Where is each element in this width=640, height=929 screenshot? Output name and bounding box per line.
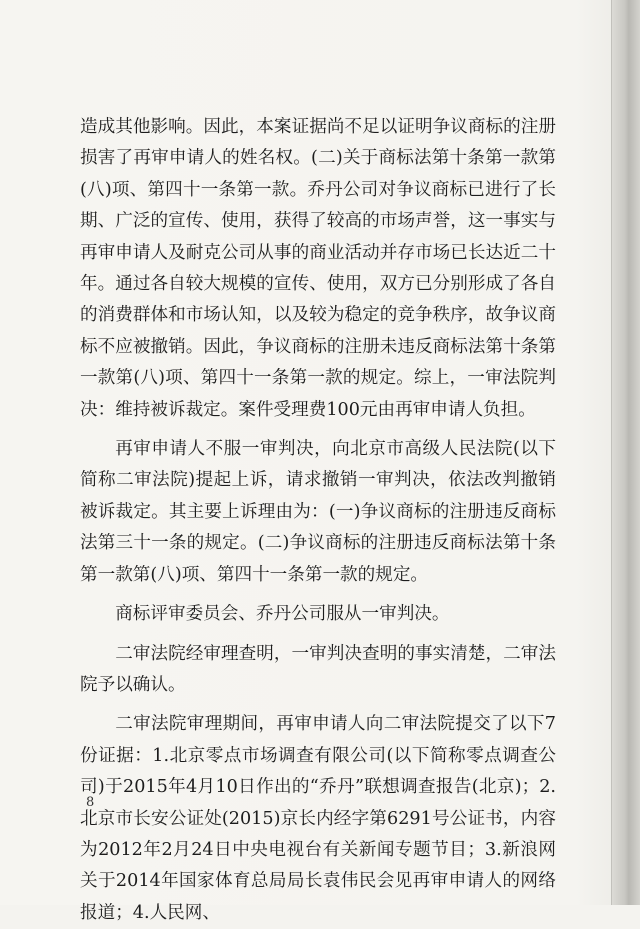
document-body — [80, 112, 556, 929]
paragraph-3: 商标评审委员会、乔丹公司服从一审判决。 — [115, 604, 450, 625]
paragraph-1: 造成其他影响。因此，本案证据尚不足以证明争议商标的注册损害了再审申请人的姓名权。(二)关于商标法第十条第一款第(八)项、第四十一条第一款。乔丹公司对争议商标已进行了长期、广泛的宣传、使用，获得了较高的市场声誉，这一事实与再审申请人及耐克公司从事的商业活动并存市场已长达近二十年。通过各自较大规模的宣传、使用，双方已分别形成了各自的消费群体和市场认知，以及较为稳定的竞争秩序，故争议商标不应被撤销。因此，争议商标的注册未违反商标法第十条第一款第(八)项、第四十一条第一款的规定。综上，一审法院判决：维持被诉裁定。案件受理费100元由再审申请人负担。 — [80, 117, 556, 420]
paragraph-5: 二审法院审理期间，再审申请人向二审法院提交了以下7份证据：1.北京零点市场调查有限公司(以下简称零点调查公司)于2015年4月10日作出的“乔丹”联想调查报告(北京)；2.北京市长安公证处(2015)京长内经字第6291号公证书，内容为2012年2月24日中央电视台有关新闻专题节目；3.新浪网关于2014年国家体育总局局长袁伟民会见再审申请人的网络报道；4.人民网、 — [80, 714, 556, 923]
paragraph-2: 再审申请人不服一审判决，向北京市高级人民法院(以下简称二审法院)提起上诉，请求撤销一审判决，依法改判撤销被诉裁定。其主要上诉理由为：(一)争议商标的注册违反商标法第三十一条的规定。(二)争议商标的注册违反商标法第十条第一款第(八)项、第四十一条第一款的规定。 — [80, 439, 556, 585]
page-number: 8 — [86, 795, 95, 810]
paragraph-4: 二审法院经审理查明，一审判决查明的事实清楚，二审法院予以确认。 — [80, 643, 556, 695]
book-spine-edge — [611, 0, 640, 905]
